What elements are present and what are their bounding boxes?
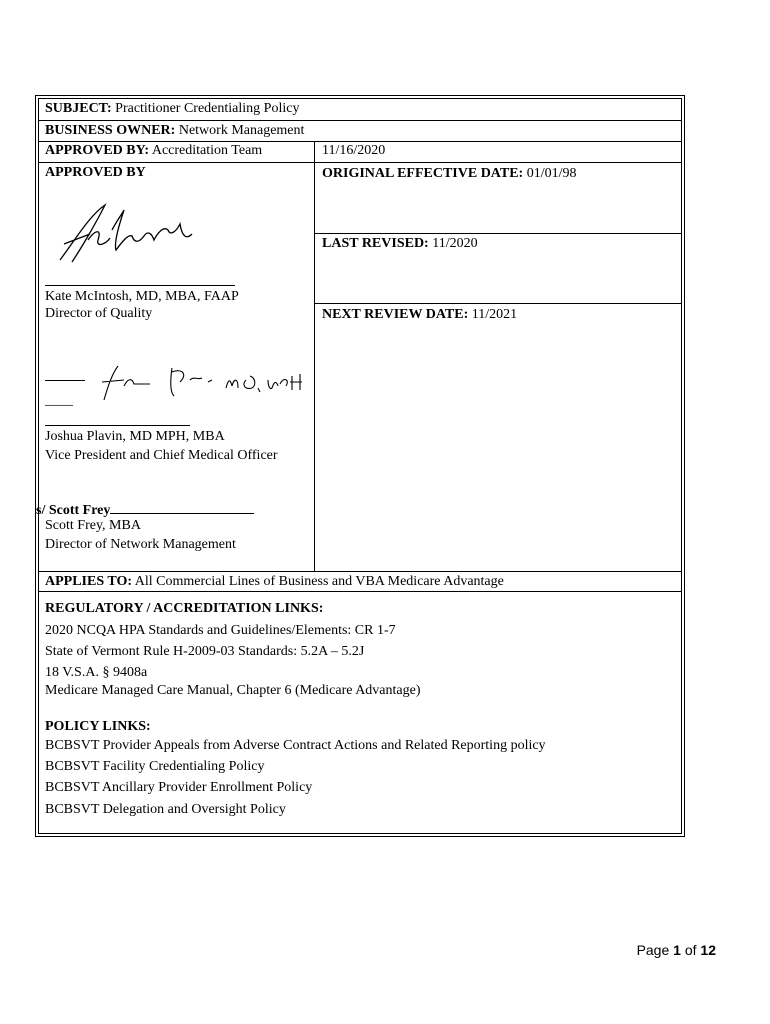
page-total: 12 <box>700 942 716 958</box>
signature-line <box>45 285 235 286</box>
approved-by-label: APPROVED BY: <box>45 143 150 158</box>
signer2-name: Joshua Plavin, MD MPH, MBA <box>45 429 225 444</box>
last-revised-value: 11/2020 <box>432 236 478 251</box>
policy-link-item: BCBSVT Ancillary Provider Enrollment Policy <box>45 780 313 795</box>
last-revised-date <box>322 235 478 253</box>
signer2-dash: ____ <box>45 393 73 408</box>
original-effective-date <box>322 165 577 183</box>
row-divider <box>314 233 682 234</box>
signer3-title: Director of Network Management <box>45 537 236 552</box>
signer3-signature-text: s/ Scott Frey <box>36 503 111 518</box>
regulatory-links-heading: REGULATORY / ACCREDITATION LINKS: <box>45 601 324 616</box>
signer1-name: Kate McIntosh, MD, MBA, FAAP <box>45 289 239 304</box>
last-revised-label: LAST REVISED: <box>322 236 429 251</box>
applies-to-label: APPLIES TO: <box>45 574 133 589</box>
business-owner-row <box>45 122 304 140</box>
regulatory-link-item: State of Vermont Rule H-2009-03 Standards: 5.2A – 5.2J <box>45 644 365 659</box>
row-divider <box>38 120 682 121</box>
original-effective-value: 01/01/98 <box>526 166 577 181</box>
subject-value: Practitioner Credentialing Policy <box>115 101 300 116</box>
subject-label: SUBJECT: <box>45 101 112 116</box>
approved-by-value: Accreditation Team <box>151 143 263 158</box>
page-number <box>637 942 716 958</box>
applies-to-row <box>45 573 504 591</box>
applies-to-value: All Commercial Lines of Business and VBA Medicare Advantage <box>134 574 504 589</box>
approved-by-row <box>45 142 262 160</box>
row-divider <box>38 571 682 572</box>
approved-date: 11/16/2020 <box>322 143 386 158</box>
approvals-heading: APPROVED BY <box>45 165 146 180</box>
original-effective-label: ORIGINAL EFFECTIVE DATE: <box>322 166 524 181</box>
row-divider <box>314 303 682 304</box>
kate-mcintosh-signature <box>50 200 200 270</box>
signer1-title: Director of Quality <box>45 306 153 321</box>
policy-link-item: BCBSVT Facility Credentialing Policy <box>45 759 265 774</box>
joshua-plavin-signature <box>90 360 305 405</box>
next-review-label: NEXT REVIEW DATE: <box>322 307 469 322</box>
signature-line <box>110 500 254 514</box>
business-owner-value: Network Management <box>178 123 305 138</box>
regulatory-link-item: 2020 NCQA HPA Standards and Guidelines/Elements: CR 1-7 <box>45 623 396 638</box>
column-divider <box>314 141 315 571</box>
signature-line <box>45 425 190 426</box>
policy-link-item: BCBSVT Delegation and Oversight Policy <box>45 802 286 817</box>
row-divider <box>38 162 682 163</box>
regulatory-link-item: 18 V.S.A. § 9408a <box>45 665 148 680</box>
page-current: 1 <box>673 942 681 958</box>
regulatory-link-item: Medicare Managed Care Manual, Chapter 6 (Medicare Advantage) <box>45 683 421 698</box>
signer3-name: Scott Frey, MBA <box>45 518 141 533</box>
signer2-title: Vice President and Chief Medical Officer <box>45 448 278 463</box>
next-review-value: 11/2021 <box>471 307 518 322</box>
page-word: Page <box>636 942 670 958</box>
signature-line <box>45 380 85 381</box>
business-owner-label: BUSINESS OWNER: <box>45 123 176 138</box>
policy-link-item: BCBSVT Provider Appeals from Adverse Contract Actions and Related Reporting policy <box>45 738 546 753</box>
page-of-word: of <box>684 942 697 958</box>
next-review-date <box>322 306 517 324</box>
policy-links-heading: POLICY LINKS: <box>45 719 151 734</box>
row-divider <box>38 591 682 592</box>
subject-row <box>45 100 299 118</box>
